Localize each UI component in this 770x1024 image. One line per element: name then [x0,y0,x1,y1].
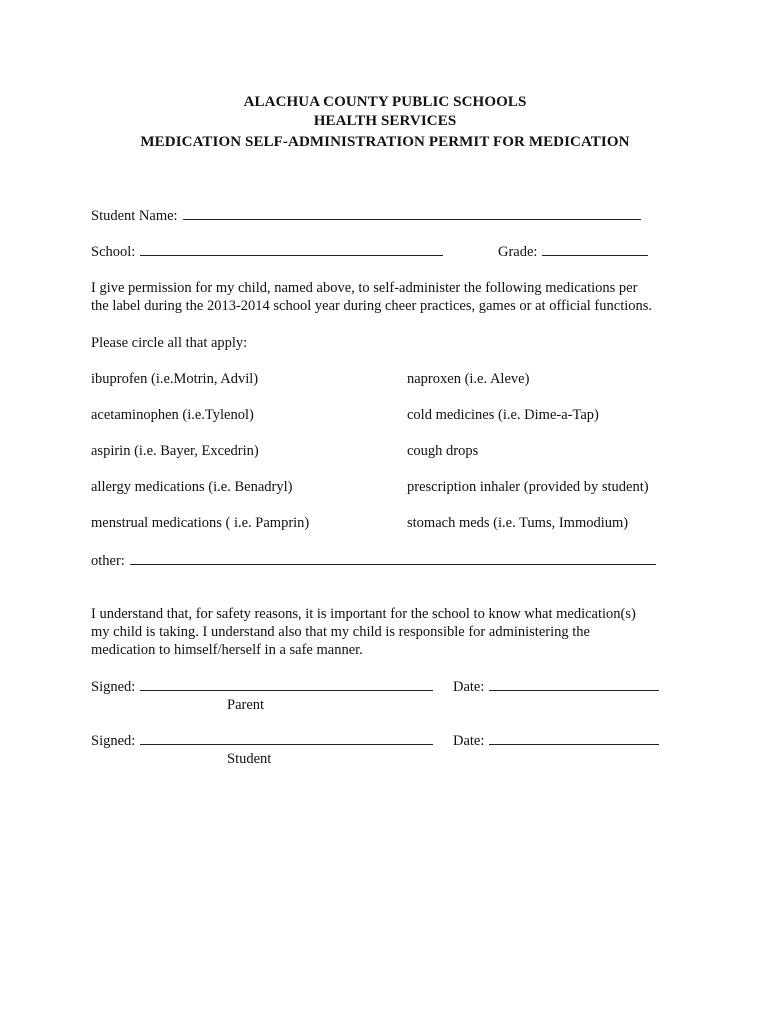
grade-label: Grade: [498,244,538,260]
medication-option[interactable]: menstrual medications ( i.e. Pamprin) [91,515,310,531]
student-signature-line[interactable] [140,743,433,745]
medication-option[interactable]: allergy medications (i.e. Benadryl) [91,479,293,495]
school-district-title: ALACHUA COUNTY PUBLIC SCHOOLS [243,94,527,110]
understanding-line-1: I understand that, for safety reasons, it is important for the school to know what medication(s) [91,606,636,622]
date-label: Date: [453,679,485,695]
student-caption: Student [227,751,272,767]
other-label: other: [91,553,125,569]
medication-option[interactable]: naproxen (i.e. Aleve) [407,371,530,387]
school-line[interactable] [140,254,443,256]
understanding-line-3: medication to himself/herself in a safe manner. [91,642,363,658]
permission-line-2: the label during the 2013-2014 school year during cheer practices, games or at official functions. [91,298,653,314]
department-title: HEALTH SERVICES [313,113,457,129]
parent-caption: Parent [227,697,265,713]
parent-signature-row [91,678,433,696]
medication-option[interactable]: ibuprofen (i.e.Motrin, Advil) [91,371,259,387]
medication-option[interactable]: aspirin (i.e. Bayer, Excedrin) [91,443,259,459]
form-title: MEDICATION SELF-ADMINISTRATION PERMIT FOR MEDICATION [140,134,630,150]
signed-label: Signed: [91,733,136,749]
student-date-row [453,732,659,750]
student-name-label: Student Name: [91,208,178,224]
school-label: School: [91,244,136,260]
student-signature-row [91,732,433,750]
parent-date-line[interactable] [489,689,659,691]
signed-label: Signed: [91,679,136,695]
medication-option[interactable]: stomach meds (i.e. Tums, Immodium) [407,515,629,531]
medication-option[interactable]: cough drops [407,443,479,459]
grade-row [498,243,648,261]
student-date-line[interactable] [489,743,659,745]
date-label: Date: [453,733,485,749]
circle-instruction: Please circle all that apply: [91,335,248,351]
parent-date-row [453,678,659,696]
medication-option[interactable]: prescription inhaler (provided by student) [407,479,649,495]
student-name-row [91,207,641,225]
other-row [91,552,656,570]
grade-line[interactable] [542,254,648,256]
school-row [91,243,443,261]
medication-option[interactable]: cold medicines (i.e. Dime-a-Tap) [407,407,599,423]
other-line[interactable] [130,563,656,565]
permission-line-1: I give permission for my child, named above, to self-administer the following medications per [91,280,638,296]
student-name-line[interactable] [183,218,641,220]
medication-option[interactable]: acetaminophen (i.e.Tylenol) [91,407,254,423]
parent-signature-line[interactable] [140,689,433,691]
understanding-line-2: my child is taking. I understand also that my child is responsible for administering the [91,624,590,640]
